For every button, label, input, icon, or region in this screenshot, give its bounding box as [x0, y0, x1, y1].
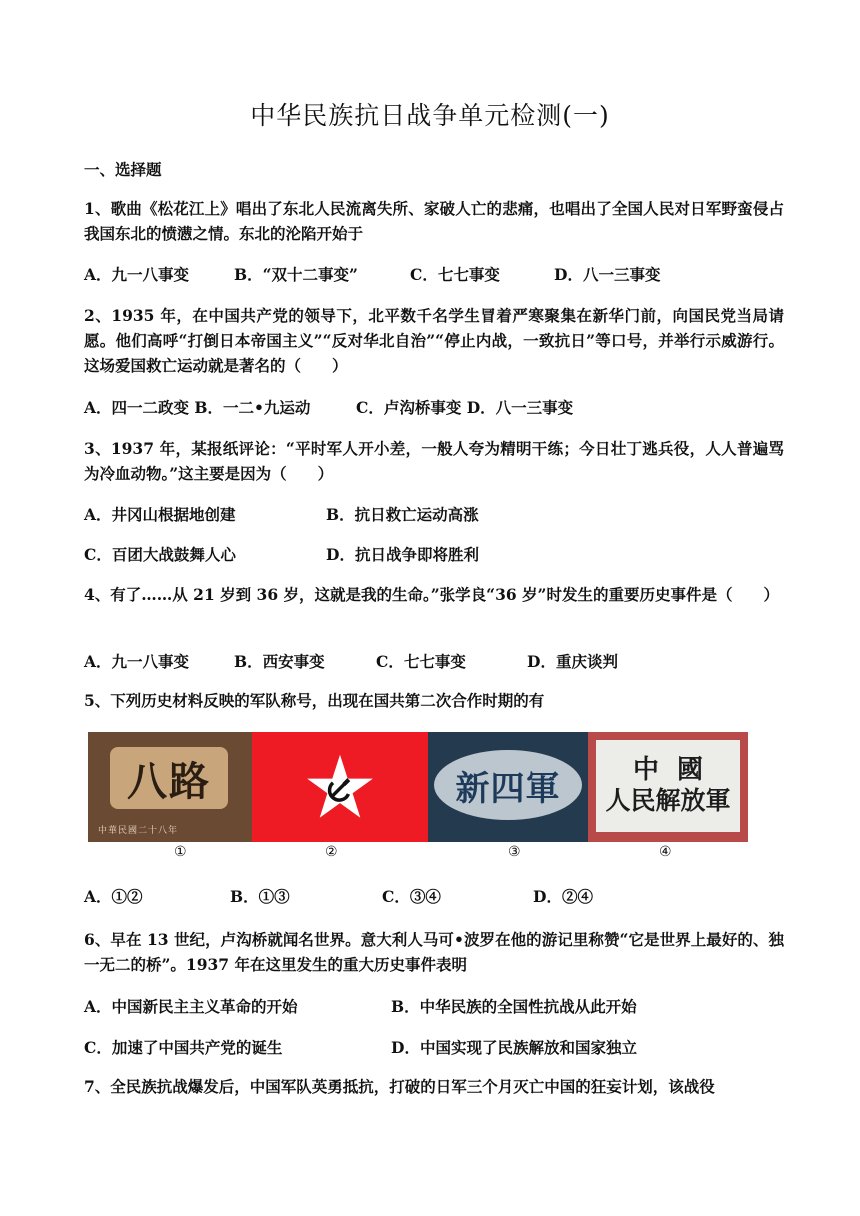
army-insignia-images [88, 732, 748, 842]
caption-4: ④ [659, 844, 672, 860]
question-6-options-row2 [84, 1036, 784, 1060]
question-2: 2、1935 年，在中国共产党的领导下，北平数千名学生冒着严寒聚集在新华门前，向国民党当局请愿。他们高呼“打倒日本帝国主义”“反对华北自治”“停止内战，一致抗日”等口号，并举行示威游行。这场爱国救亡运动就是著名的（ ） [84, 306, 784, 375]
question-1: 1、歌曲《松花江上》唱出了东北人民流离失所、家破人亡的悲痛，也唱出了全国人民对日军野蛮侵占我国东北的愤懑之情。东北的沦陷开始于 [84, 199, 784, 243]
badge-text: 新四軍 [434, 750, 582, 820]
pla-badge [588, 732, 748, 842]
option-cd[interactable]: C．卢沟桥事变 D．八一三事变 [356, 398, 574, 417]
option-b[interactable]: B．①③ [230, 887, 290, 906]
option-c[interactable]: C．加速了中国共产党的诞生 [84, 1038, 283, 1057]
question-5-options [84, 885, 784, 909]
caption-2: ② [325, 844, 338, 860]
caption-1: ① [174, 844, 187, 860]
option-d[interactable]: D．重庆谈判 [527, 652, 618, 671]
question-7: 7、全民族抗战爆发后，中国军队英勇抵抗，打破的日军三个月灭亡中国的狂妄计划，该战役 [84, 1077, 715, 1096]
option-d[interactable]: D．中国实现了民族解放和国家独立 [391, 1038, 637, 1057]
option-b[interactable]: B．“双十二事变” [234, 265, 358, 284]
red-army-flag [252, 732, 428, 842]
question-4: 4、有了……从 21 岁到 36 岁，这就是我的生命。”张学良“36 岁”时发生的重要历史事件是（ ） [84, 585, 779, 604]
option-a[interactable]: A．九一八事变 [84, 265, 190, 284]
option-a[interactable]: A．九一八事变 [84, 652, 190, 671]
option-ab[interactable]: A．四一二政变 B．一二•九运动 [84, 398, 311, 417]
option-c[interactable]: C．七七事变 [410, 265, 500, 284]
question-3: 3、1937 年，某报纸评论：“平时军人开小差，一般人夸为精明干练；今日壮丁逃兵役，人人普遍骂为冷血动物。”这主要是因为（ ） [84, 439, 784, 483]
question-4-options [84, 650, 784, 674]
option-a[interactable]: A．①② [84, 887, 143, 906]
question-1-options [84, 263, 784, 287]
option-a[interactable]: A．井冈山根据地创建 [84, 505, 236, 524]
badge-line-1: 中國 [632, 755, 721, 785]
badge-small-text: 中華民國二十八年 [98, 826, 179, 836]
star-hammer-sickle-icon [305, 752, 375, 822]
caption-3: ③ [508, 844, 521, 860]
question-3-options-row1 [84, 503, 784, 527]
eighth-route-army-badge [88, 732, 252, 842]
option-d[interactable]: D．抗日战争即将胜利 [326, 545, 479, 564]
option-d[interactable]: D．八一三事变 [554, 265, 661, 284]
option-c[interactable]: C．百团大战鼓舞人心 [84, 545, 236, 564]
question-3-options-row2 [84, 543, 784, 567]
option-b[interactable]: B．抗日救亡运动高涨 [326, 505, 479, 524]
image-captions [88, 844, 748, 862]
question-5: 5、下列历史材料反映的军队称号，出现在国共第二次合作时期的有 [84, 691, 545, 710]
badge-text: 八路 [110, 747, 228, 809]
option-b[interactable]: B．西安事变 [234, 652, 325, 671]
option-b[interactable]: B．中华民族的全国性抗战从此开始 [391, 997, 637, 1016]
badge-line-2: 人民解放軍 [605, 786, 731, 815]
question-2-options [84, 396, 784, 420]
option-c[interactable]: C．③④ [382, 887, 441, 906]
new-fourth-army-badge [428, 732, 588, 842]
question-6-options-row1 [84, 995, 784, 1019]
option-c[interactable]: C．七七事变 [376, 652, 466, 671]
section-heading: 一、选择题 [84, 160, 162, 179]
question-6: 6、早在 13 世纪，卢沟桥就闻名世界。意大利人马可•波罗在他的游记里称赞“它是世界上最好的、独一无二的桥”。1937 年在这里发生的重大历史事件表明 [84, 930, 784, 974]
option-d[interactable]: D．②④ [533, 887, 593, 906]
option-a[interactable]: A．中国新民主主义革命的开始 [84, 997, 298, 1016]
page-title: 中华民族抗日战争单元检测(一) [250, 101, 610, 130]
